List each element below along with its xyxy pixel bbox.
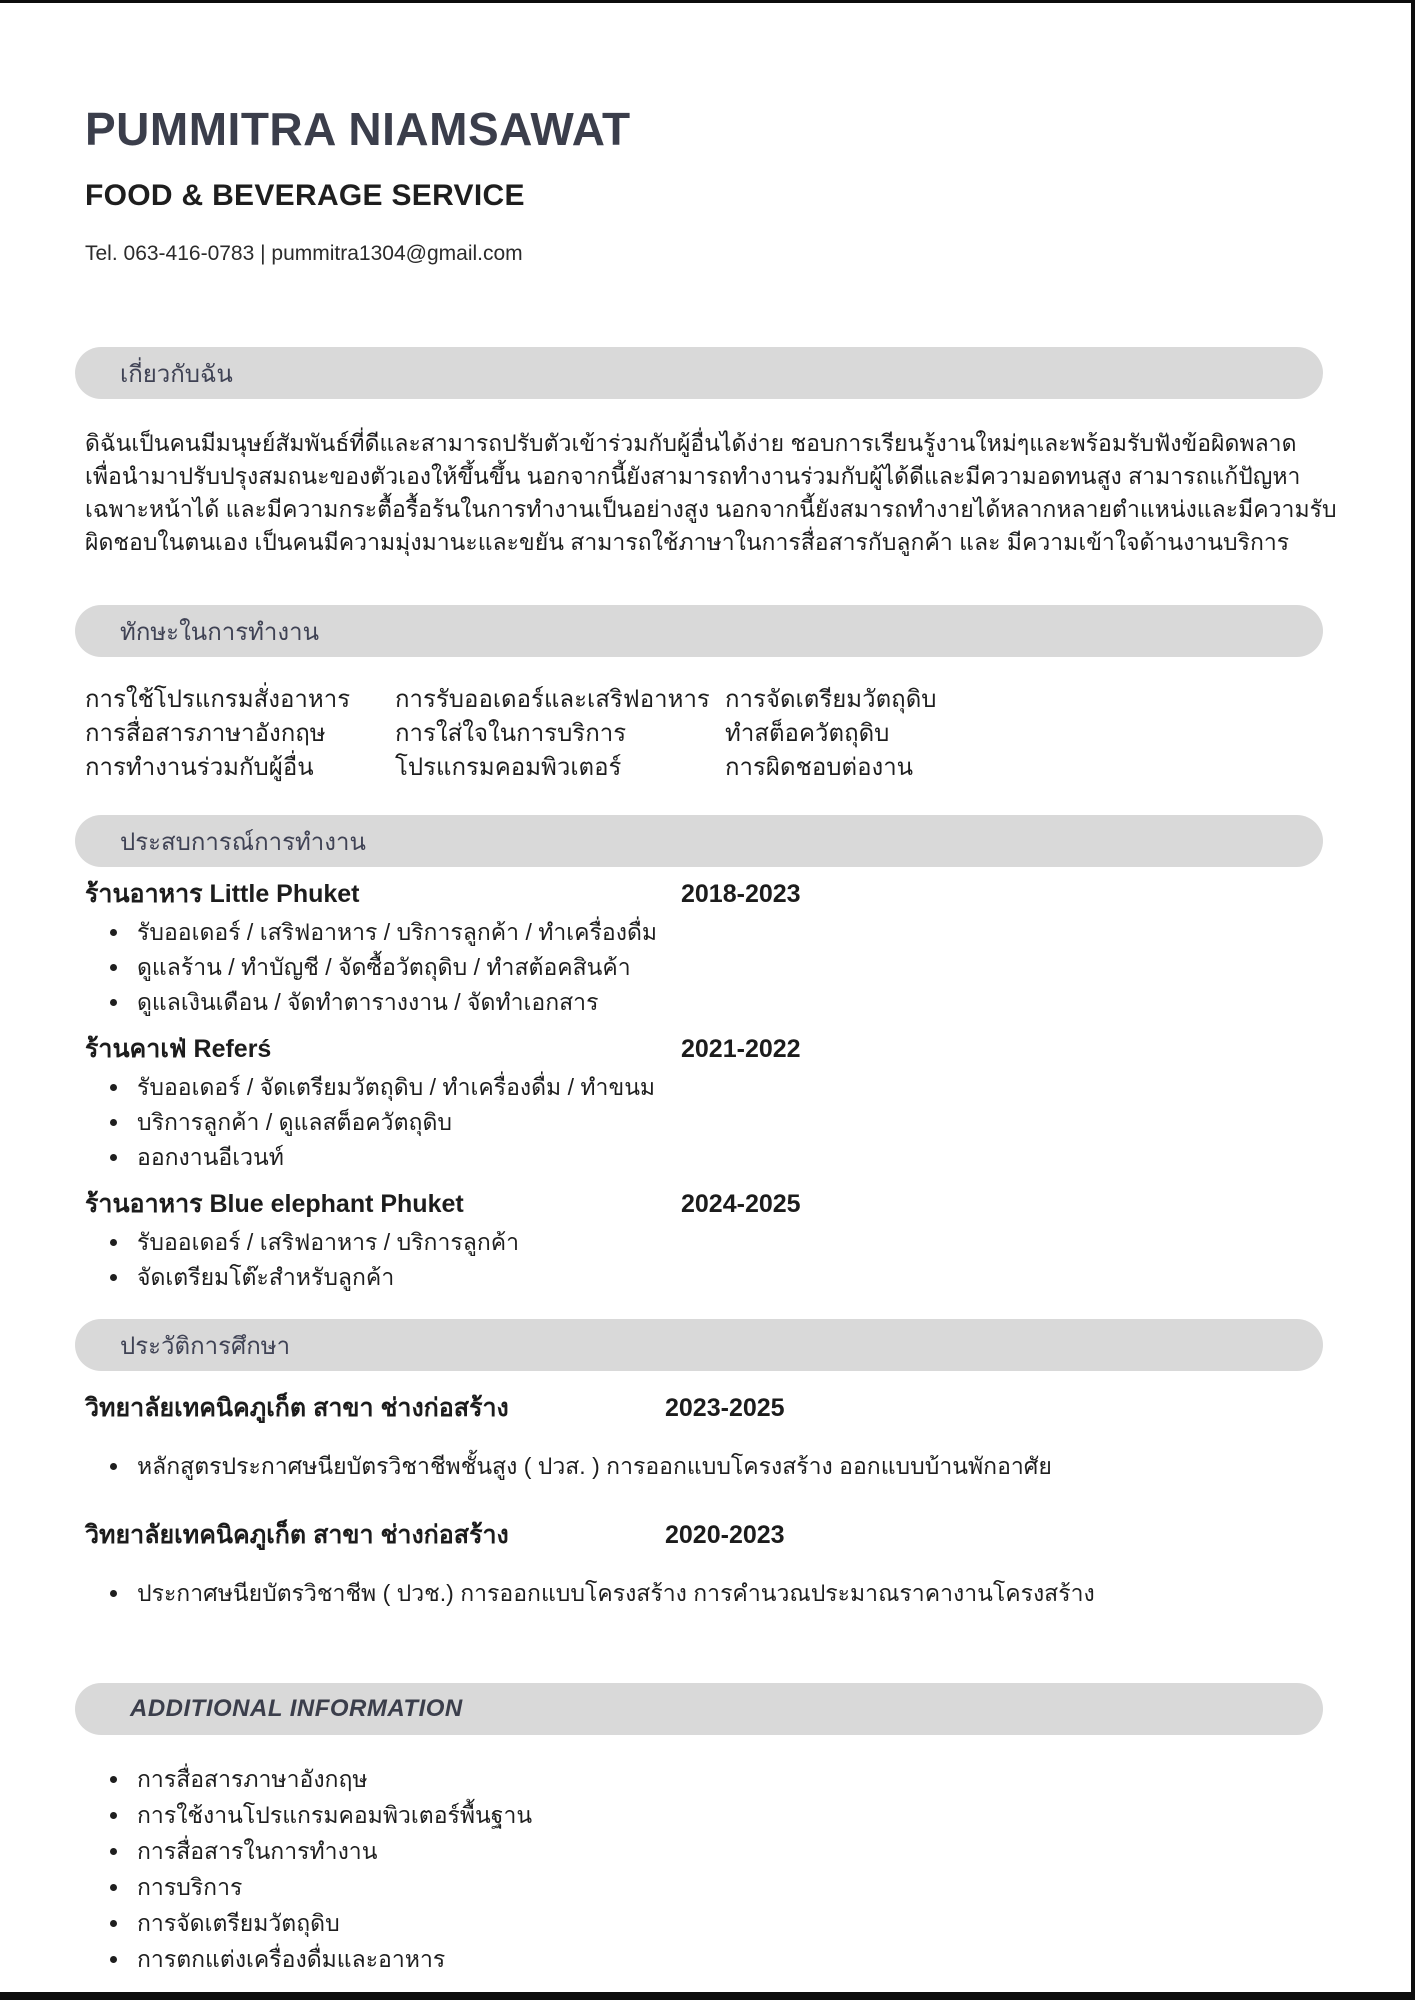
resume-content	[0, 103, 1411, 1977]
section-title-about: เกี่ยวกับฉัน	[120, 360, 233, 388]
additional-bullet-list	[85, 1761, 1323, 1977]
education-bullet: • หลักสูตรประกาศษนียบัตรวิชาชีพชั้นสูง ( ปวส. ) การออกแบบโครงสร้าง ออกแบบบ้านพักอาศัย	[131, 1449, 1323, 1484]
additional-bullet: • การสื่อสารภาษาอังกฤษ	[131, 1761, 1323, 1797]
study-period: 2020-2023	[665, 1521, 785, 1550]
education-bullet-list	[85, 1576, 1323, 1611]
section-title-education: ประวัติการศึกษา	[120, 1332, 291, 1360]
experience-entry-header	[85, 1189, 1323, 1219]
skill-item: โปรแกรมคอมพิวเตอร์	[395, 754, 622, 782]
school-name: วิทยาลัยเทคนิคภูเก็ต สาขา ช่างก่อสร้าง	[85, 1394, 509, 1423]
experience-bullet: • รับออเดอร์ / จัดเตรียมวัตถุดิบ / ทำเครื่องดื่ม / ทำขนม	[131, 1070, 1323, 1105]
about-line: เพื่อนำมาปรับปรุงสมถนะของตัวเองให้ขึ้นขึ้น นอกจากนี้ยังสามารถทำงานร่วมกับผู้ได้ดีและมีความอดทนสูง สามารถแก้ปัญหา	[85, 463, 1301, 490]
experience-entry	[85, 1034, 1323, 1175]
skills-column	[85, 683, 395, 785]
experience-bullet: • บริการลูกค้า / ดูแลสต็อควัตถุดิบ	[131, 1105, 1323, 1140]
education-entry-header	[85, 1393, 1323, 1423]
experience-list	[85, 879, 1323, 1295]
section-header-experience	[75, 815, 1323, 867]
experience-bullet-list	[85, 1070, 1323, 1175]
skill-item: การผิดชอบต่องาน	[725, 754, 914, 782]
contact-line: Tel. 063-416-0783 | pummitra1304@gmail.com	[85, 241, 523, 265]
about-line: ดิฉันเป็นคนมีมนุษย์สัมพันธ์ที่ดีและสามารถปรับตัวเข้าร่วมกับผู้อื่นได้ง่าย ชอบการเรียนรู้งานใหม่ๆและพร้อมรับฟังข้อผิดพลาด	[85, 430, 1297, 457]
about-line: เฉพาะหน้าได้ และมีความกระตื้อรื้อร้นในการทำงานเป็นอย่างสูง นอกจากนี้ยังสมารถทำงายได้หลากหลายตำแหน่งและมีความรับ	[85, 496, 1337, 523]
additional-bullet: • การใช้งานโปรแกรมคอมพิวเตอร์พื้นฐาน	[131, 1797, 1323, 1833]
about-paragraph	[85, 427, 1337, 559]
employment-period: 2021-2022	[681, 1035, 801, 1064]
section-title-skills: ทักษะในการทำงาน	[120, 618, 319, 646]
additional-bullet: • การตกแต่งเครื่องดื่มและอาหาร	[131, 1941, 1323, 1977]
experience-entry-header	[85, 1034, 1323, 1064]
experience-bullet: • รับออเดอร์ / เสริฟอาหาร / บริการลูกค้า	[131, 1225, 1323, 1260]
experience-bullet: • ดูแลร้าน / ทำบัญชี / จัดซื้อวัตถุดิบ / ทำสต้อคสินค้า	[131, 950, 1323, 985]
experience-entry-header	[85, 879, 1323, 909]
skill-item: การทำงานร่วมกับผู้อื่น	[85, 754, 314, 782]
skills-column	[725, 683, 1323, 785]
employment-period: 2018-2023	[681, 880, 801, 909]
employment-period: 2024-2025	[681, 1190, 801, 1219]
school-name: วิทยาลัยเทคนิคภูเก็ต สาขา ช่างก่อสร้าง	[85, 1521, 509, 1550]
experience-bullet: • จัดเตรียมโต๊ะสำหรับลูกค้า	[131, 1260, 1323, 1295]
section-title-additional: ADDITIONAL INFORMATION	[130, 1695, 463, 1723]
study-period: 2023-2025	[665, 1394, 785, 1423]
section-header-additional	[75, 1683, 1323, 1735]
section-header-about	[75, 347, 1323, 399]
additional-bullet: • การจัดเตรียมวัตถุดิบ	[131, 1905, 1323, 1941]
additional-bullet: • การสื่อสารในการทำงาน	[131, 1833, 1323, 1869]
about-line: ผิดชอบในตนเอง เป็นคนมีความมุ่งมานะและขยัน สามารถใช้ภาษาในการสื่อสารกับลูกค้า และ มีความเข้าใจด้านงานบริการ	[85, 529, 1290, 556]
page-title: PUMMITRA NIAMSAWAT	[85, 103, 631, 155]
skill-item: การจัดเตรียมวัตถุดิบ	[725, 686, 937, 714]
section-header-education	[75, 1319, 1323, 1371]
skill-item: การรับออเดอร์และเสริฟอาหาร	[395, 686, 710, 714]
experience-bullet: • ออกงานอีเวนท์	[131, 1140, 1323, 1175]
job-title: FOOD & BEVERAGE SERVICE	[85, 178, 525, 212]
skill-item: การใส่ใจในการบริการ	[395, 720, 627, 748]
employer-name: ร้านอาหาร Blue elephant Phuket	[85, 1190, 464, 1219]
skill-item: ทำสต็อควัตถุดิบ	[725, 720, 890, 748]
education-bullet: • ประกาศษนียบัตรวิชาชีพ ( ปวช.) การออกแบบโครงสร้าง การคำนวณประมาณราคางานโครงสร้าง	[131, 1576, 1323, 1611]
experience-bullet: • รับออเดอร์ / เสริฟอาหาร / บริการลูกค้า / ทำเครื่องดื่ม	[131, 915, 1323, 950]
experience-bullet-list	[85, 915, 1323, 1020]
experience-entry	[85, 1189, 1323, 1295]
experience-bullet-list	[85, 1225, 1323, 1295]
employer-name: ร้านคาเฟ่ Referś	[85, 1035, 272, 1064]
education-entry	[85, 1520, 1323, 1611]
skill-item: การสื่อสารภาษาอังกฤษ	[85, 720, 326, 748]
employer-name: ร้านอาหาร Little Phuket	[85, 880, 360, 909]
education-bullet-list	[85, 1449, 1323, 1484]
experience-bullet: • ดูแลเงินเดือน / จัดทำตารางงาน / จัดทำเอกสาร	[131, 985, 1323, 1020]
skills-column	[395, 683, 725, 785]
education-entry	[85, 1393, 1323, 1484]
additional-bullet: • การบริการ	[131, 1869, 1323, 1905]
experience-entry	[85, 879, 1323, 1020]
education-list	[85, 1393, 1323, 1611]
section-header-skills	[75, 605, 1323, 657]
section-title-experience: ประสบการณ์การทำงาน	[120, 828, 366, 856]
education-entry-header	[85, 1520, 1323, 1550]
skills-grid	[85, 683, 1323, 785]
skill-item: การใช้โปรแกรมสั่งอาหาร	[85, 686, 351, 714]
